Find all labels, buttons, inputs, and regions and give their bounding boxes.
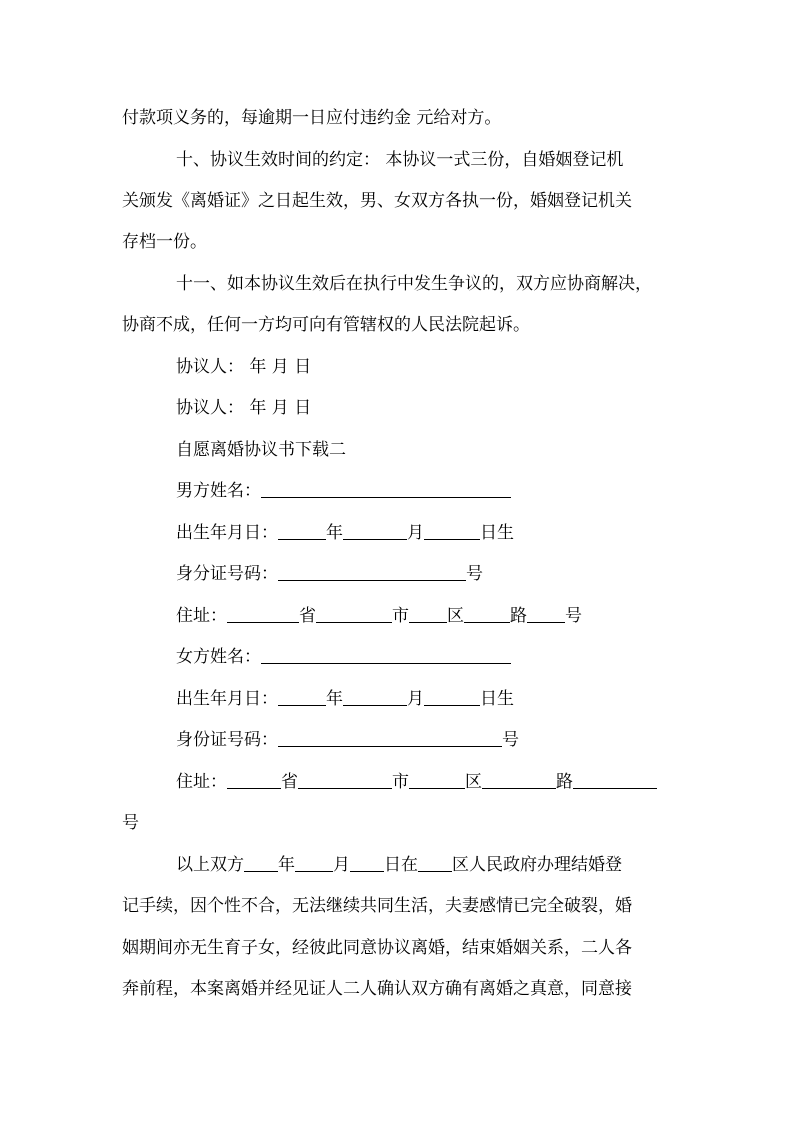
number-label: 号 — [565, 606, 582, 626]
birth-label: 出生年月日： — [176, 523, 278, 543]
district-label: 区 — [465, 772, 482, 792]
female-id-label: 身份证号码： — [176, 730, 278, 750]
year-label: 年 — [326, 523, 343, 543]
district-blank[interactable] — [409, 770, 465, 789]
province-label: 省 — [299, 606, 316, 626]
province-label: 省 — [281, 772, 298, 792]
id-suffix: 号 — [466, 564, 483, 584]
id-suffix: 号 — [502, 730, 519, 750]
day-at-label: 日在 — [384, 855, 418, 875]
text-line: 十一、如本协议生效后在执行中发生争议的，双方应协商解决， — [176, 274, 652, 294]
text-line: 关颁发《离婚证》之日起生效，男、女双方各执一份，婚姻登记机关 — [122, 191, 632, 211]
birth-day-blank[interactable] — [424, 687, 480, 706]
road-label: 路 — [556, 772, 573, 792]
address-label: 住址： — [176, 772, 227, 792]
marriage-year-blank[interactable] — [244, 853, 278, 872]
day-born-label: 日生 — [480, 689, 514, 709]
birth-label: 出生年月日： — [176, 689, 278, 709]
marriage-month-blank[interactable] — [295, 853, 333, 872]
city-label: 市 — [392, 606, 409, 626]
birth-day-blank[interactable] — [424, 521, 480, 540]
month-label: 月 — [407, 689, 424, 709]
birth-month-blank[interactable] — [343, 687, 407, 706]
signature-line: 协议人： 年 月 日 — [176, 398, 312, 418]
month-label: 月 — [407, 523, 424, 543]
text-line: 付款项义务的，每逾期一日应付违约金 元给对方。 — [122, 108, 502, 128]
year-label: 年 — [278, 855, 295, 875]
district-blank[interactable] — [409, 604, 447, 623]
district-blank[interactable] — [418, 853, 452, 872]
day-born-label: 日生 — [480, 523, 514, 543]
text-line: 十、协议生效时间的约定： 本协议一式三份，自婚姻登记机 — [176, 150, 624, 170]
province-blank[interactable] — [227, 604, 299, 623]
text-line: 号 — [122, 813, 139, 833]
marriage-day-blank[interactable] — [350, 853, 384, 872]
text-line: 姻期间亦无生育子女，经彼此同意协议离婚，结束婚姻关系，二人各 — [122, 938, 632, 958]
month-label: 月 — [333, 855, 350, 875]
female-birth-row — [176, 687, 514, 711]
female-id-blank[interactable] — [278, 728, 502, 747]
male-birth-row — [176, 521, 514, 545]
female-name-label: 女方姓名： — [176, 647, 261, 667]
birth-month-blank[interactable] — [343, 521, 407, 540]
road-label: 路 — [510, 606, 527, 626]
text-line: 奔前程，本案离婚并经见证人二人确认双方确有离婚之真意，同意接 — [122, 979, 632, 999]
male-name-blank[interactable] — [261, 479, 511, 498]
road-blank[interactable] — [482, 770, 556, 789]
statement-row — [176, 853, 622, 877]
female-name-row — [176, 645, 511, 669]
number-blank[interactable] — [527, 604, 565, 623]
province-blank[interactable] — [227, 770, 281, 789]
male-address-row — [176, 604, 582, 628]
statement-prefix: 以上双方 — [176, 855, 244, 875]
female-id-row — [176, 728, 519, 752]
section-title: 自愿离婚协议书下载二 — [176, 440, 346, 460]
address-label: 住址： — [176, 606, 227, 626]
male-id-label: 身分证号码： — [176, 564, 278, 584]
road-blank[interactable] — [464, 604, 510, 623]
city-label: 市 — [392, 772, 409, 792]
male-name-label: 男方姓名： — [176, 481, 261, 501]
text-line: 记手续，因个性不合，无法继续共同生活，夫妻感情已完全破裂，婚 — [122, 896, 632, 916]
text-line: 协商不成，任何一方均可向有管辖权的人民法院起诉。 — [122, 315, 530, 335]
year-label: 年 — [326, 689, 343, 709]
female-name-blank[interactable] — [261, 645, 511, 664]
statement-suffix: 区人民政府办理结婚登 — [452, 855, 622, 875]
birth-year-blank[interactable] — [278, 521, 326, 540]
number-blank[interactable] — [573, 770, 657, 789]
male-id-row — [176, 562, 483, 586]
signature-line: 协议人： 年 月 日 — [176, 357, 312, 377]
text-line: 存档一份。 — [122, 232, 207, 252]
female-address-row — [176, 770, 657, 794]
city-blank[interactable] — [316, 604, 392, 623]
male-id-blank[interactable] — [278, 562, 466, 581]
birth-year-blank[interactable] — [278, 687, 326, 706]
city-blank[interactable] — [298, 770, 392, 789]
district-label: 区 — [447, 606, 464, 626]
male-name-row — [176, 479, 511, 503]
